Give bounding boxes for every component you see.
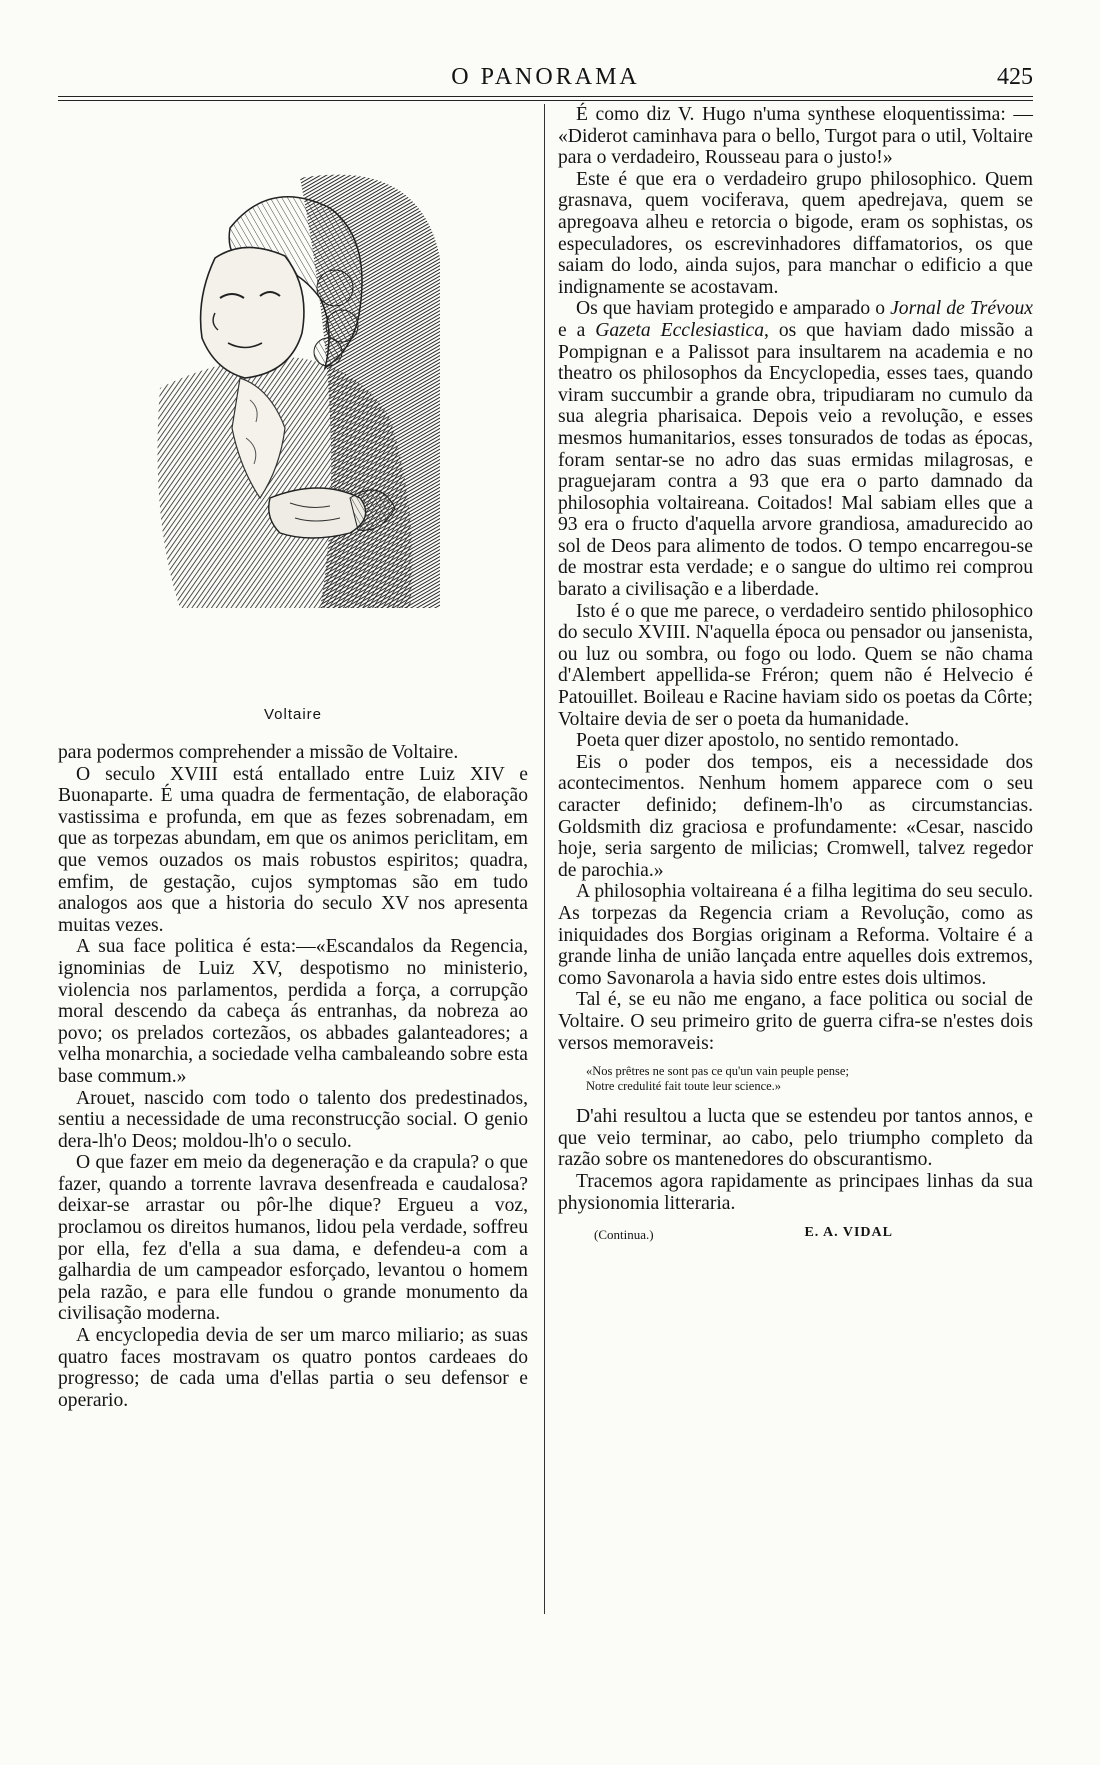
article-footer [558,1220,1033,1242]
page-number: 425 [997,64,1033,90]
paragraph: O que fazer em meio da degeneração e da crapula? o que fazer, quando a torrente lavrava desenfreada e caudalosa? deixar-se arrastar ou pôr-lhe dique? Ergueu a voz, proclamou os direitos humanos, lidou pela verdade, soffreu por ella, fez d'ella a sua dama, e defendeu-a com a galhardia de um campeador esforçado, levantou o homem pela razão, e para elle fundou o grande monumento da civilisação moderna. [58,1152,528,1325]
continued-note: (Continua.) [594,1227,654,1243]
verse-line: Notre credulité fait toute leur science.» [586,1079,782,1094]
voltaire-portrait [120,138,450,698]
publication-title: O PANORAMA [451,64,640,90]
paragraph: O seculo XVIII está entallado entre Luiz XIV e Buonaparte. É uma quadra de fermentação, de elaboração vastissima e profunda, em que as fezes sobrenadam, em que as torpezas abundam, em que os animos periclitam, em que vemos ouzados os mais robustos espiritos; quadra, emfim, de gestação, cujos symptomas são em tudo analogos aos que a historia do seculo XV nos apresenta muitas vezes. [58,763,528,936]
paragraph: Tracemos agora rapidamente as principaes linhas da sua physionomia litteraria. [558,1170,1033,1214]
paragraph: A philosophia voltaireana é a filha legitima do seu seculo. As torpezas da Regencia criam a Revolução, como as iniquidades dos Borgias originam a Reforma. Voltaire é a grande linha de união lançada entre aquelles dois extremos, como Savonarola a havia sido entre estes dois ultimos. [558,881,1033,989]
journal-title: Jornal de Trévoux [890,298,1033,320]
paragraph: A sua face politica é esta:—«Escandalos da Regencia, ignominias de Luiz XV, despotismo no ministerio, violencia nos parlamentos, perdida a força, a corrupção moral descendo da cabeça ás entranhas, da nobreza ao povo; os prelados cortezãos, os abbades galanteadores; a velha monarchia, a sociedade velha cambaleando sobre esta base commum.» [58,936,528,1087]
paragraph: É como diz V. Hugo n'uma synthese eloquentissima: — «Diderot caminhava para o bello, Turgot para o util, Voltaire para o verdadeiro, Rousseau para o justo!» [558,104,1033,169]
paragraph: D'ahi resultou a lucta que se estendeu por tantos annos, e que veio terminar, ao cabo, pelo triumpho completo da razão sobre os mantenedores do obscurantismo. [558,1106,1033,1171]
header-rule-thin [58,100,1033,101]
paragraph: Isto é o que me parece, o verdadeiro sentido philosophico do seculo XVIII. N'aquella época ou pensador ou jansenista, ou luz ou sombra, ou fogo ou lodo. Quem se não chama d'Alembert appellida-se Fréron; quem não é Helvecio é Patouillet. Boileau e Racine haviam sido os poetas da Côrte; Voltaire devia de ser o poeta da humanidade. [558,600,1033,730]
portrait-caption: Voltaire [263,706,323,723]
verse-line: «Nos prêtres ne sont pas ce qu'un vain peuple pense; [586,1064,849,1079]
author-signature: E. A. VIDAL [804,1225,893,1241]
paragraph: Arouet, nascido com todo o talento dos predestinados, sentiu a necessidade de uma reconstrucção social. O genio dera-lh'o Deos; moldou-lh'o o seculo. [58,1087,528,1152]
portrait-engraving [120,138,450,698]
header-rule [58,96,1033,97]
verse-quote [586,1064,1033,1094]
column-divider [544,104,545,1614]
paragraph: Eis o poder dos tempos, eis a necessidade dos acontecimentos. Nenhum homem apparece com o seu caracter definido; definem-lh'o as circumstancias. Goldsmith diz graciosa e profundamente: «Cesar, nascido hoje, seria sargento de milicias; Cromwell, talvez regedor de parochia.» [558,751,1033,881]
left-column [58,742,528,1411]
page-header [58,58,1033,98]
paragraph: Este é que era o verdadeiro grupo philosophico. Quem grasnava, quem vociferava, quem apedrejava, quem se apregoava alheu e retorcia o bigode, eram os sophistas, os especuladores, os escrevinhadores diffamatorios, os que saiam do lodo, ainda sujos, para manchar o edificio a que indignamente se acostavam. [558,168,1033,298]
text-run: Os que haviam protegido e amparado o [576,298,891,320]
text-run: , os que haviam dado missão a Pompignan e a Palissot para insultarem na academia e no theatro os philosophos da Encyclopedia, esses taes, quando viram succumbir a grande obra, tripudiaram no cumulo da sua alegria pharisaica. Depois veio a revolução, e esses mesmos humanitarios, esses tonsurados de todas as épocas, foram sentar-se no adro das suas ermidas milagrosas, e praguejaram contra a 93 que era o parto damnado da philosophia voltaireana. Coitados! Mal sabiam elles que a 93 era o fructo d'aquella arvore grandiosa, amadurecido ao sol de Deos para alimento de todos. O tempo encarregou-se de mostrar esta verdade; e o sangue do ultimo rei comprou barato a civilisação e a liberdade. [558,319,1033,601]
right-column [558,104,1033,1242]
paragraph: A encyclopedia devia de ser um marco miliario; as suas quatro faces mostravam os quatro pontos cardeaes do progresso; de cada uma d'ellas partia o seu defensor e operario. [58,1325,528,1411]
text-run: e a [558,319,596,341]
paragraph: para podermos comprehender a missão de Voltaire. [58,742,459,763]
paragraph: Poeta quer dizer apostolo, no sentido remontado. [576,730,960,752]
journal-title: Gazeta Ecclesiastica [595,319,765,341]
paragraph: Tal é, se eu não me engano, a face politica ou social de Voltaire. O seu primeiro grito de guerra cifra-se n'estes dois versos memoraveis: [558,989,1033,1054]
paragraph [558,298,1033,600]
